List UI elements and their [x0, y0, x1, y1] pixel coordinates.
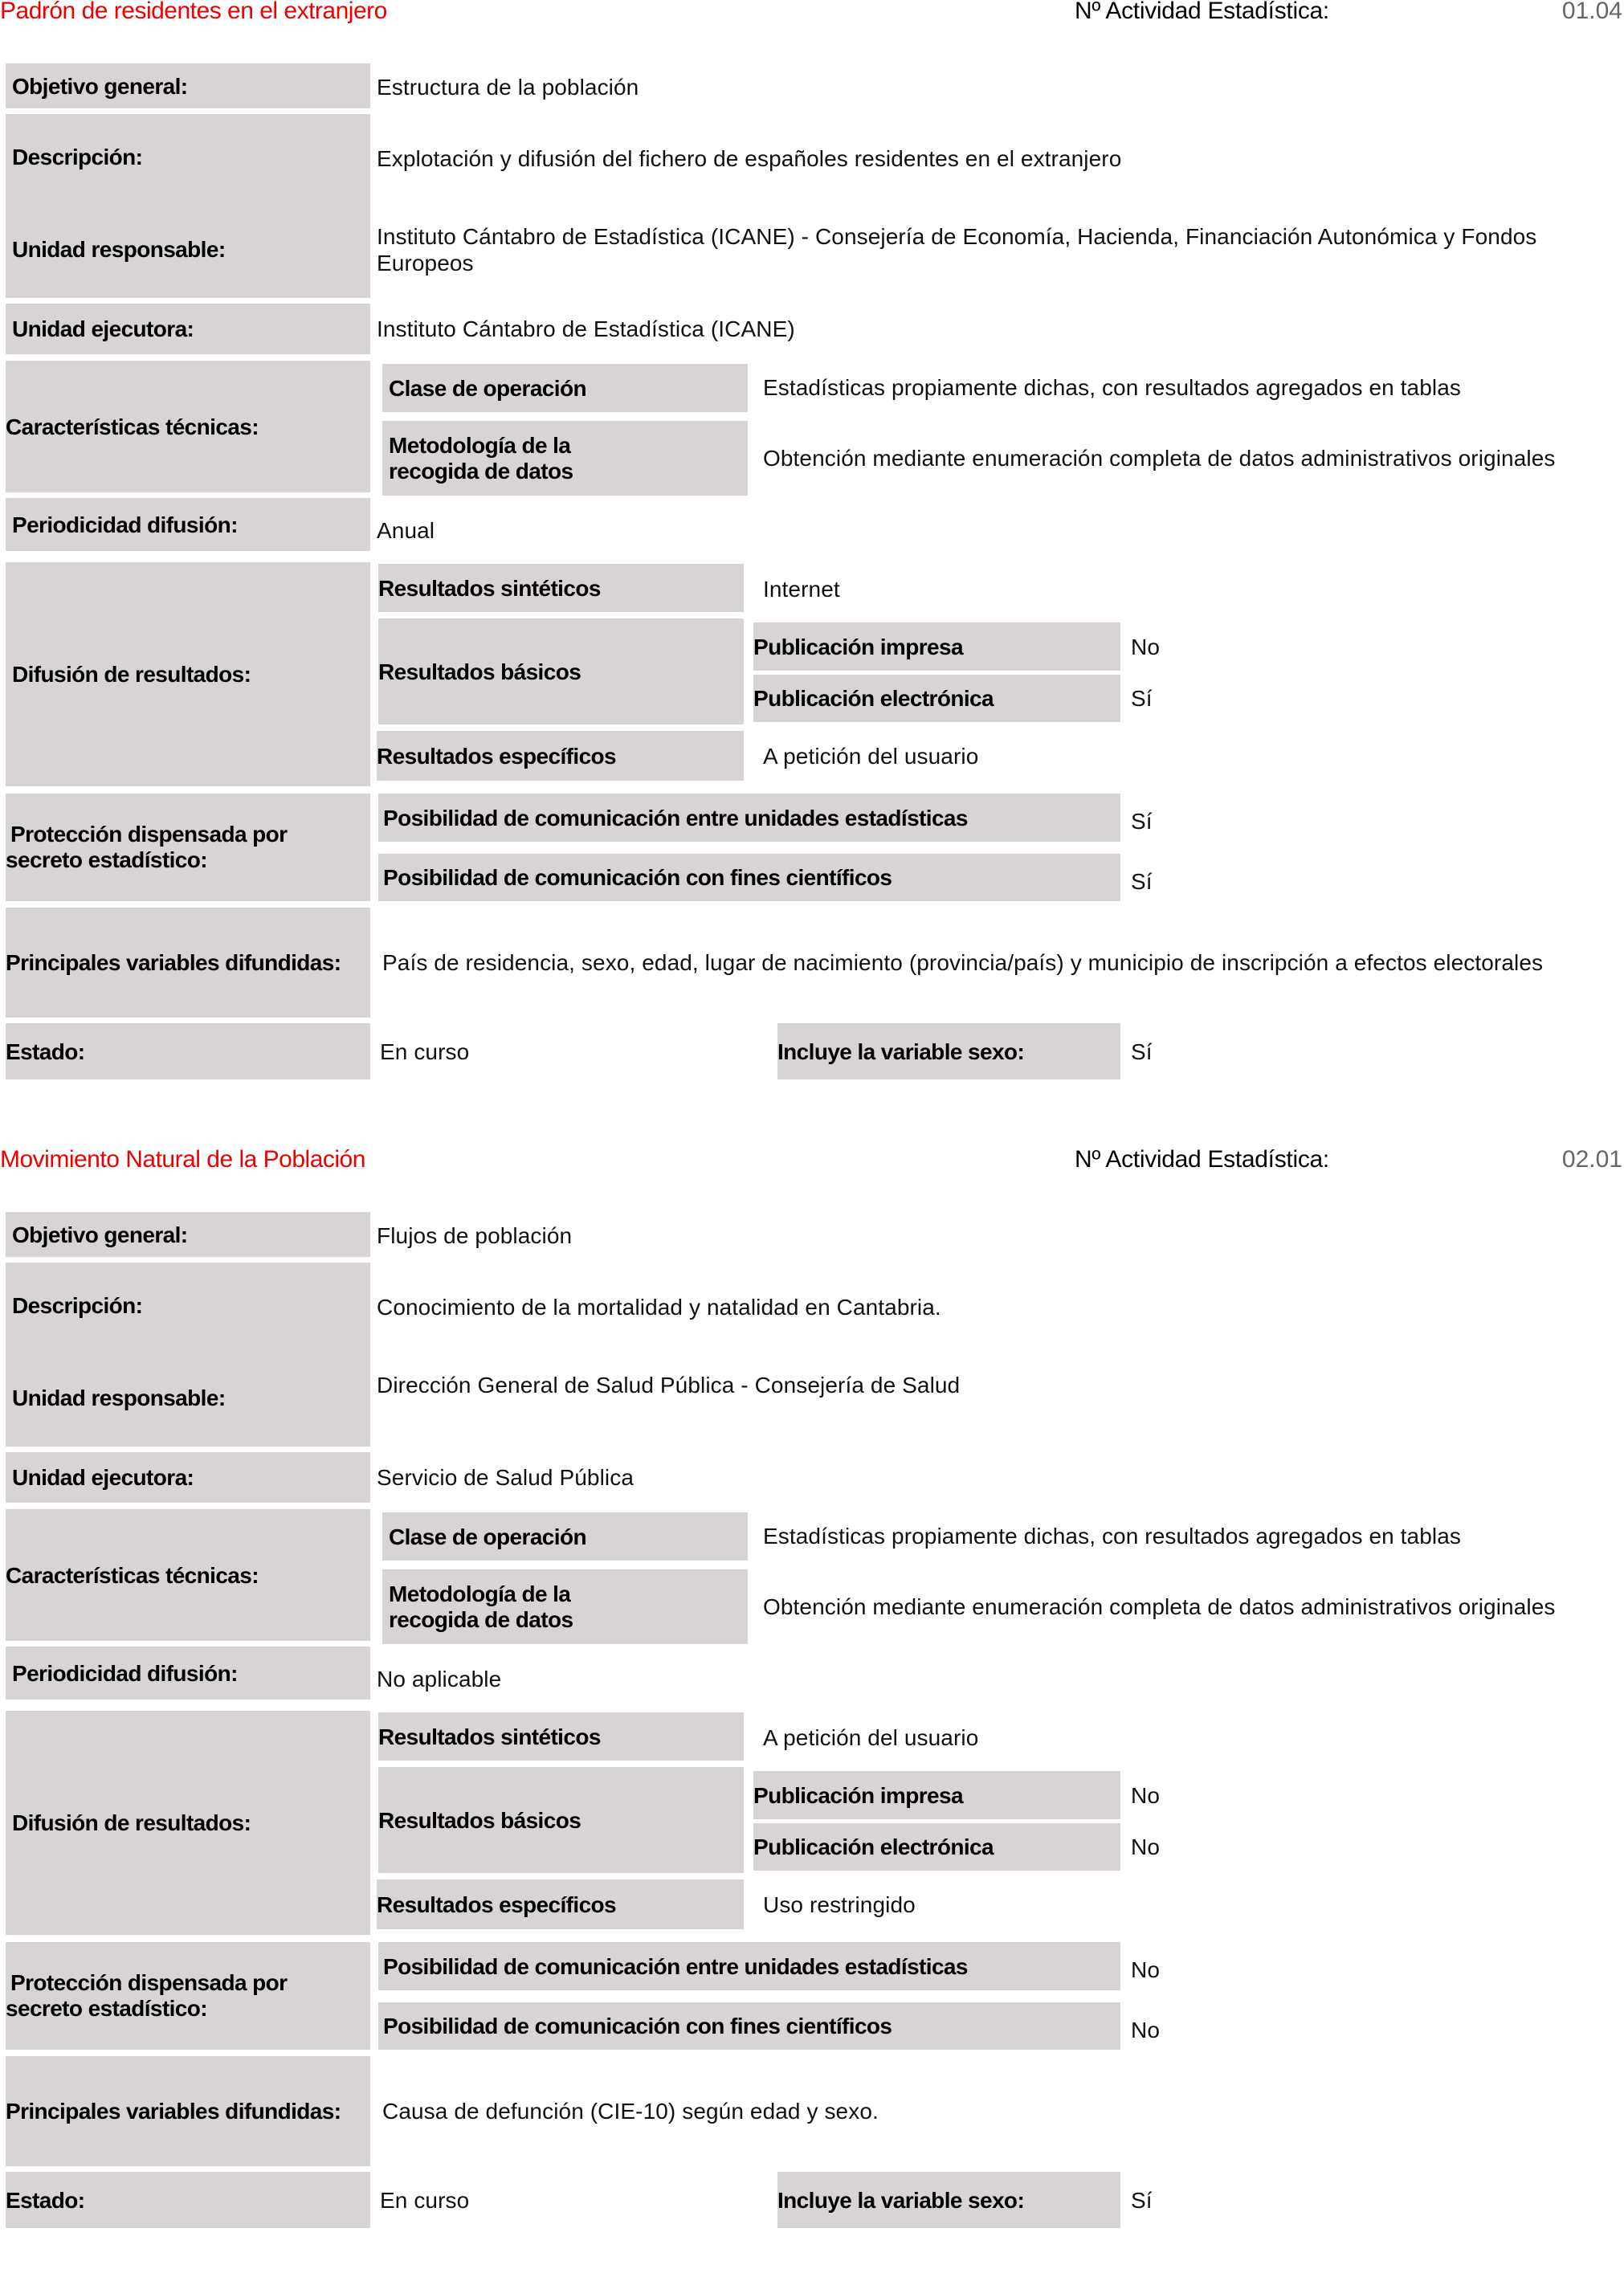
descripcion-label: Descripción: [12, 1293, 143, 1318]
clase-operacion-label: Clase de operación [389, 1524, 586, 1549]
proteccion-label-line2: secreto estadístico: [6, 847, 207, 872]
metodologia-value: Obtención mediante enumeración completa de datos administrativos originales [763, 1594, 1556, 1619]
sexo-value: Sí [1131, 2188, 1153, 2213]
descripcion-value: Explotación y difusión del fichero de españoles residentes en el extranjero [377, 146, 1122, 171]
proteccion-label-line1: Protección dispensada por [10, 1970, 288, 1995]
metodologia-label-cell [382, 421, 748, 496]
unidad-ejecutora-label: Unidad ejecutora: [12, 1465, 194, 1490]
unidad-responsable-label: Unidad responsable: [12, 236, 226, 262]
descripcion-label-cell [6, 1263, 370, 1349]
unidad-ejecutora-value: Instituto Cántabro de Estadística (ICANE) [377, 316, 795, 341]
unidad-ejecutora-label: Unidad ejecutora: [12, 316, 194, 341]
proteccion-label-cell [6, 1942, 370, 2050]
objetivo-label: Objetivo general: [12, 73, 188, 99]
electronica-label-cell [753, 675, 1120, 722]
basicos-label: Resultados básicos [378, 1807, 581, 1833]
activity-number-label: Nº Actividad Estadística: [1075, 1146, 1329, 1173]
unidad-responsable-value-line1: Dirección General de Salud Pública - Consejería de Salud [377, 1373, 961, 1398]
variables-label: Principales variables difundidas: [6, 950, 341, 975]
objetivo-label-cell [6, 1212, 370, 1257]
proteccion-label-line2: secreto estadístico: [6, 1996, 207, 2021]
clase-operacion-label-cell [382, 364, 748, 412]
unidad-responsable-value-line1: Instituto Cántabro de Estadística (ICANE) - Consejería de Economía, Hacienda, Financiación Autonómica y Fondos [377, 224, 1537, 249]
estado-value: En curso [380, 2188, 470, 2213]
unidad-ejecutora-label-cell [6, 1452, 370, 1503]
clase-operacion-label: Clase de operación [389, 375, 586, 401]
difusion-label: Difusión de resultados: [12, 1810, 251, 1835]
com-cientificos-label-cell [378, 854, 1120, 901]
descripcion-label: Descripción: [12, 145, 143, 169]
impresa-label: Publicación impresa [753, 634, 963, 659]
especificos-label: Resultados específicos [377, 743, 617, 769]
activity-number: 02.01 [1561, 1146, 1622, 1173]
especificos-label-cell [377, 731, 744, 781]
periodicidad-label-cell [6, 1647, 370, 1700]
electronica-label-cell [753, 1823, 1120, 1871]
estado-label-cell [6, 2172, 370, 2228]
sexo-label: Incluye la variable sexo: [777, 1039, 1025, 1064]
periodicidad-label: Periodicidad difusión: [12, 1660, 238, 1686]
activity-number-label: Nº Actividad Estadística: [1075, 0, 1329, 24]
impresa-value: No [1131, 635, 1160, 659]
caracteristicas-label: Características técnicas: [6, 1562, 259, 1588]
caracteristicas-label-cell [6, 361, 370, 492]
sinteticos-label-cell [378, 564, 744, 612]
sexo-label-cell [777, 2172, 1120, 2228]
impresa-label-cell [753, 622, 1120, 671]
unidad-responsable-label: Unidad responsable: [12, 1385, 226, 1410]
caracteristicas-label-cell [6, 1509, 370, 1641]
objetivo-label: Objetivo general: [12, 1222, 188, 1247]
unidad-responsable-label-cell [6, 200, 370, 298]
descripcion-label-cell [6, 114, 370, 200]
com-cientificos-label: Posibilidad de comunicación con fines científicos [383, 865, 892, 890]
metodologia-label-line1: Metodología de la [389, 433, 571, 458]
com-unidades-value: Sí [1131, 809, 1153, 834]
estado-value: En curso [380, 1039, 470, 1064]
variables-label-cell [6, 2056, 370, 2166]
basicos-label: Resultados básicos [378, 659, 581, 684]
difusion-label: Difusión de resultados: [12, 662, 251, 687]
electronica-label: Publicación electrónica [753, 686, 994, 711]
objetivo-value: Estructura de la población [377, 75, 639, 100]
periodicidad-value: Anual [377, 518, 435, 543]
metodologia-value: Obtención mediante enumeración completa de datos administrativos originales [763, 446, 1556, 471]
metodologia-label-line1: Metodología de la [389, 1581, 571, 1606]
electronica-value: Sí [1131, 686, 1153, 711]
com-unidades-label: Posibilidad de comunicación entre unidades estadísticas [383, 1953, 968, 1979]
sexo-label-cell [777, 1023, 1120, 1079]
sexo-value: Sí [1131, 1039, 1153, 1064]
activity-number: 01.04 [1561, 0, 1622, 24]
proteccion-label-line1: Protección dispensada por [10, 822, 288, 847]
variables-label-cell [6, 908, 370, 1018]
proteccion-label-cell [6, 794, 370, 901]
clase-operacion-value: Estadísticas propiamente dichas, con resultados agregados en tablas [763, 375, 1461, 400]
com-cientificos-value: No [1131, 2018, 1160, 2042]
impresa-label-cell [753, 1771, 1120, 1819]
electronica-value: No [1131, 1834, 1160, 1859]
com-unidades-label: Posibilidad de comunicación entre unidades estadísticas [383, 805, 968, 830]
especificos-label: Resultados específicos [377, 1891, 617, 1917]
objetivo-label-cell [6, 63, 370, 108]
variables-value: País de residencia, sexo, edad, lugar de nacimiento (provincia/país) y municipio de inscripción a efectos electorales [382, 950, 1544, 975]
unidad-responsable-label-cell [6, 1349, 370, 1447]
sinteticos-label-cell [378, 1712, 744, 1761]
periodicidad-value: No aplicable [377, 1667, 502, 1691]
especificos-label-cell [377, 1879, 744, 1929]
metodologia-label-cell [382, 1569, 748, 1644]
sexo-label: Incluye la variable sexo: [777, 2187, 1025, 2213]
electronica-label: Publicación electrónica [753, 1834, 994, 1859]
basicos-label-cell [378, 1767, 744, 1873]
difusion-label-cell [6, 1711, 370, 1935]
caracteristicas-label: Características técnicas: [6, 414, 259, 439]
activity-section [0, 0, 1624, 1124]
impresa-label: Publicación impresa [753, 1782, 963, 1808]
periodicidad-label: Periodicidad difusión: [12, 512, 238, 537]
metodologia-label-line2: recogida de datos [389, 1607, 573, 1632]
sinteticos-value: A petición del usuario [763, 1725, 979, 1750]
com-cientificos-value: Sí [1131, 869, 1153, 894]
clase-operacion-value: Estadísticas propiamente dichas, con resultados agregados en tablas [763, 1524, 1461, 1549]
unidad-ejecutora-label-cell [6, 304, 370, 354]
com-unidades-label-cell [378, 1942, 1120, 1990]
sinteticos-label: Resultados sintéticos [378, 1724, 601, 1749]
com-cientificos-label-cell [378, 2002, 1120, 2050]
variables-label: Principales variables difundidas: [6, 2099, 341, 2124]
basicos-label-cell [378, 618, 744, 724]
metodologia-label-line2: recogida de datos [389, 459, 573, 484]
unidad-ejecutora-value: Servicio de Salud Pública [377, 1465, 635, 1490]
com-unidades-label-cell [378, 794, 1120, 842]
estado-label: Estado: [6, 2187, 85, 2213]
activity-section [0, 1146, 1624, 2273]
sinteticos-value: Internet [763, 577, 840, 602]
estado-label: Estado: [6, 1039, 85, 1064]
unidad-responsable-value-line2: Europeos [377, 251, 474, 275]
clase-operacion-label-cell [382, 1512, 748, 1561]
difusion-label-cell [6, 562, 370, 786]
especificos-value: A petición del usuario [763, 744, 979, 769]
estado-label-cell [6, 1023, 370, 1079]
descripcion-value: Conocimiento de la mortalidad y natalidad en Cantabria. [377, 1295, 941, 1320]
activity-title: Padrón de residentes en el extranjero [0, 0, 387, 24]
sinteticos-label: Resultados sintéticos [378, 575, 601, 601]
com-unidades-value: No [1131, 1957, 1160, 1982]
periodicidad-label-cell [6, 498, 370, 551]
activity-title: Movimiento Natural de la Población [0, 1146, 365, 1173]
impresa-value: No [1131, 1783, 1160, 1808]
variables-value: Causa de defunción (CIE-10) según edad y sexo. [382, 2099, 879, 2124]
especificos-value: Uso restringido [763, 1892, 916, 1917]
com-cientificos-label: Posibilidad de comunicación con fines científicos [383, 2014, 892, 2038]
objetivo-value: Flujos de población [377, 1223, 573, 1248]
